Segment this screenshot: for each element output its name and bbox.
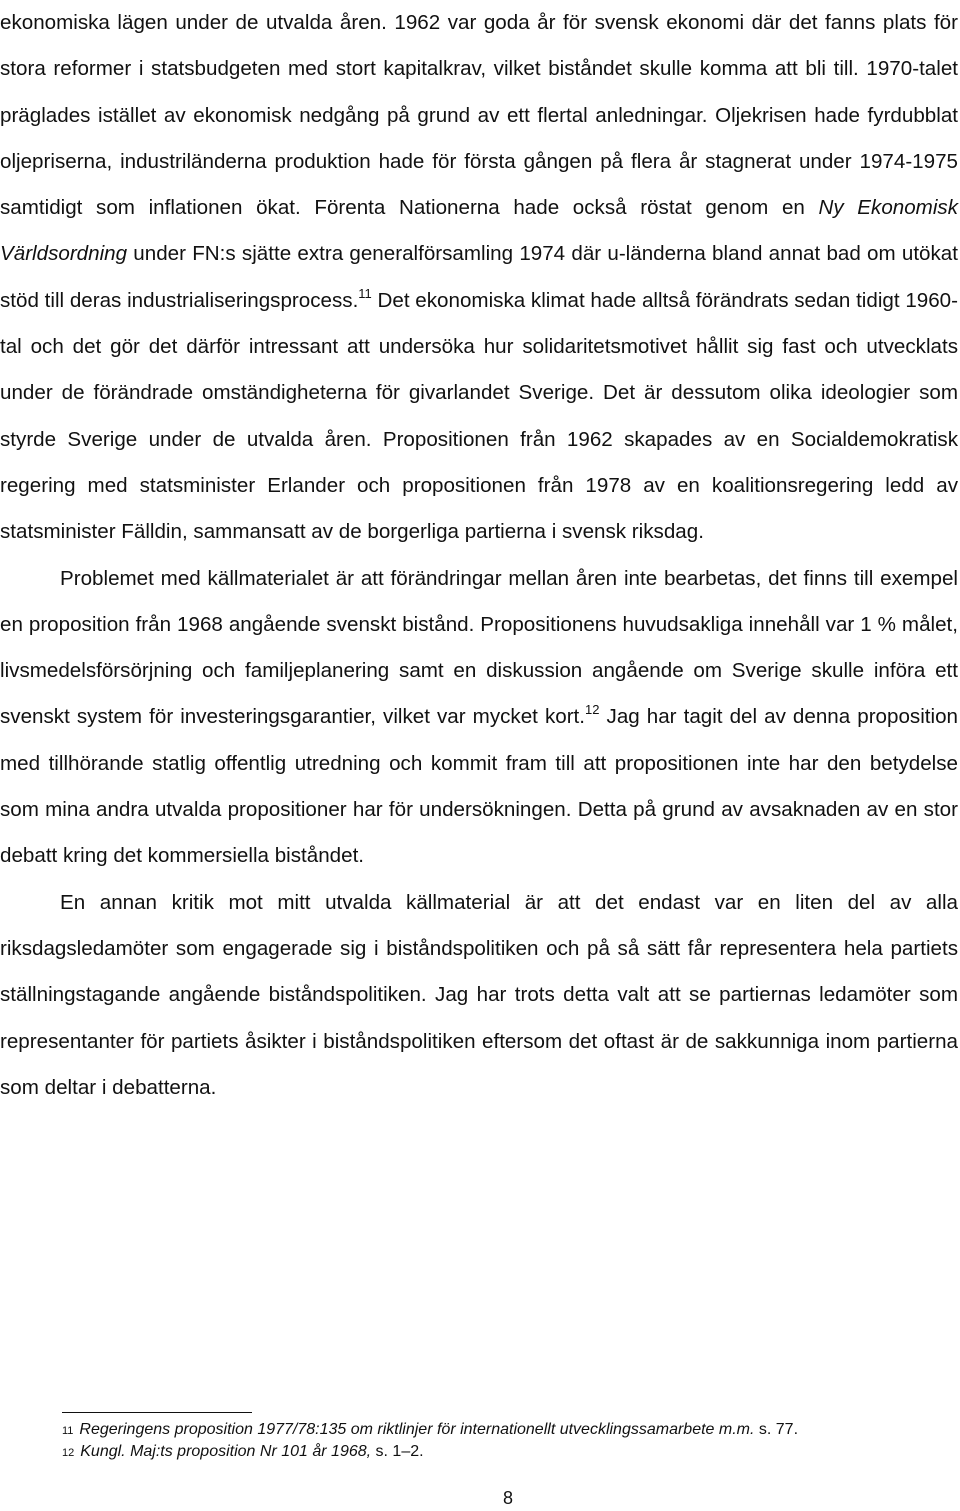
footnote-citation-title: Regeringens proposition 1977/78:135 om riktlinjer för internationellt utvecklingssamarbete m.m.	[79, 1421, 755, 1438]
paragraph-2-text-a: Problemet med källmaterialet är att förändringar mellan åren inte bearbetas, det finns till exempel en proposition från 1968 angående svenskt bistånd. Propositionens huvudsakliga innehåll var 1 % målet, livsmedelsförsörjning och familjeplanering samt en diskussion angående om Sverige skulle införa ett svenskt system för investeringsgarantier, vilket var mycket kort.	[0, 566, 958, 729]
footnote-ref-12[interactable]: 12	[585, 702, 600, 718]
paragraph-3: En annan kritik mot mitt utvalda källmaterial är att det endast var en liten del av alla riksdagsledamöter som engagerade sig i biståndspolitiken och på så sätt får representera hela partiets ställningstagande angående biståndspolitiken. Jag har trots detta valt att se partiernas ledamöter som representanter för partiets åsikter i biståndspolitiken eftersom det oftast är de sakkunniga inom partierna som deltar i debatterna.	[0, 890, 958, 1099]
footnote-page-ref: s. 77.	[754, 1421, 799, 1438]
footnotes	[62, 1419, 958, 1463]
paragraph-1	[0, 0, 958, 556]
paragraph-2	[0, 556, 958, 880]
paragraph-1-text-a: ekonomiska lägen under de utvalda åren. 1962 var goda år för svensk ekonomi där det fanns plats för stora reformer i statsbudgeten med stort kapitalkrav, vilket biståndet skulle komma att bli till. 1970-talet präglades istället av ekonomisk nedgång på grund av ett flertal anledningar. Oljekrisen hade fyrdubblat oljepriserna, industriländerna produktion hade för första gången på flera år stagnerat under 1974-1975 samtidigt som inflationen ökat. Förenta Nationerna hade också röstat genom en	[0, 11, 958, 220]
italic-title-ny-ekonomisk-varldsordning: Ny Ekonomisk Världsordning	[0, 196, 958, 266]
page-number: 8	[502, 1488, 513, 1508]
paragraph-2-text-b: Jag har tagit del av denna proposition med tillhörande statlig offentlig utredning och kommit fram till att propositionen inte har den betydelse som mina andra utvalda propositioner har för undersökningen. Detta på grund av avsaknaden av en stor debatt kring det kommersiella biståndet.	[0, 705, 958, 868]
footnote-12: 12 Kungl. Maj:ts proposition Nr 101 år 1968, s. 1–2.	[62, 1441, 958, 1463]
footnote-divider	[62, 1412, 252, 1413]
footnote-text	[80, 1441, 423, 1463]
paragraph-1-text-c: Det ekonomiska klimat hade alltså förändrats sedan tidigt 1960-tal och det gör det därför intressant att undersöka hur solidaritetsmotivet hållit sig fast och utvecklats under de förändrade omständigheterna för givarlandet Sverige. Det är dessutom olika ideologier som styrde Sverige under de utvalda åren. Propositionen från 1962 skapades av en Socialdemokratisk regering med statsminister Erlander och propositionen från 1978 av en koalitionsregering ledd av statsminister Fälldin, sammansatt av de borgerliga partierna i svensk riksdag.	[0, 288, 958, 544]
footnote-text	[79, 1419, 798, 1441]
paragraph-1-text-b: under FN:s sjätte extra generalförsamling 1974 där u-länderna bland annat bad om utökat stöd till deras industrialiseringsprocess.	[0, 242, 958, 312]
footnote-citation-title: Kungl. Maj:ts proposition Nr 101 år 1968,	[80, 1443, 372, 1460]
footnote-page-ref: s. 1–2.	[371, 1443, 424, 1460]
footnote-11: 11 Regeringens proposition 1977/78:135 om riktlinjer för internationellt utvecklingssamarbete m.m. s. 77.	[62, 1419, 958, 1441]
footnote-ref-11[interactable]: 11	[358, 285, 372, 301]
